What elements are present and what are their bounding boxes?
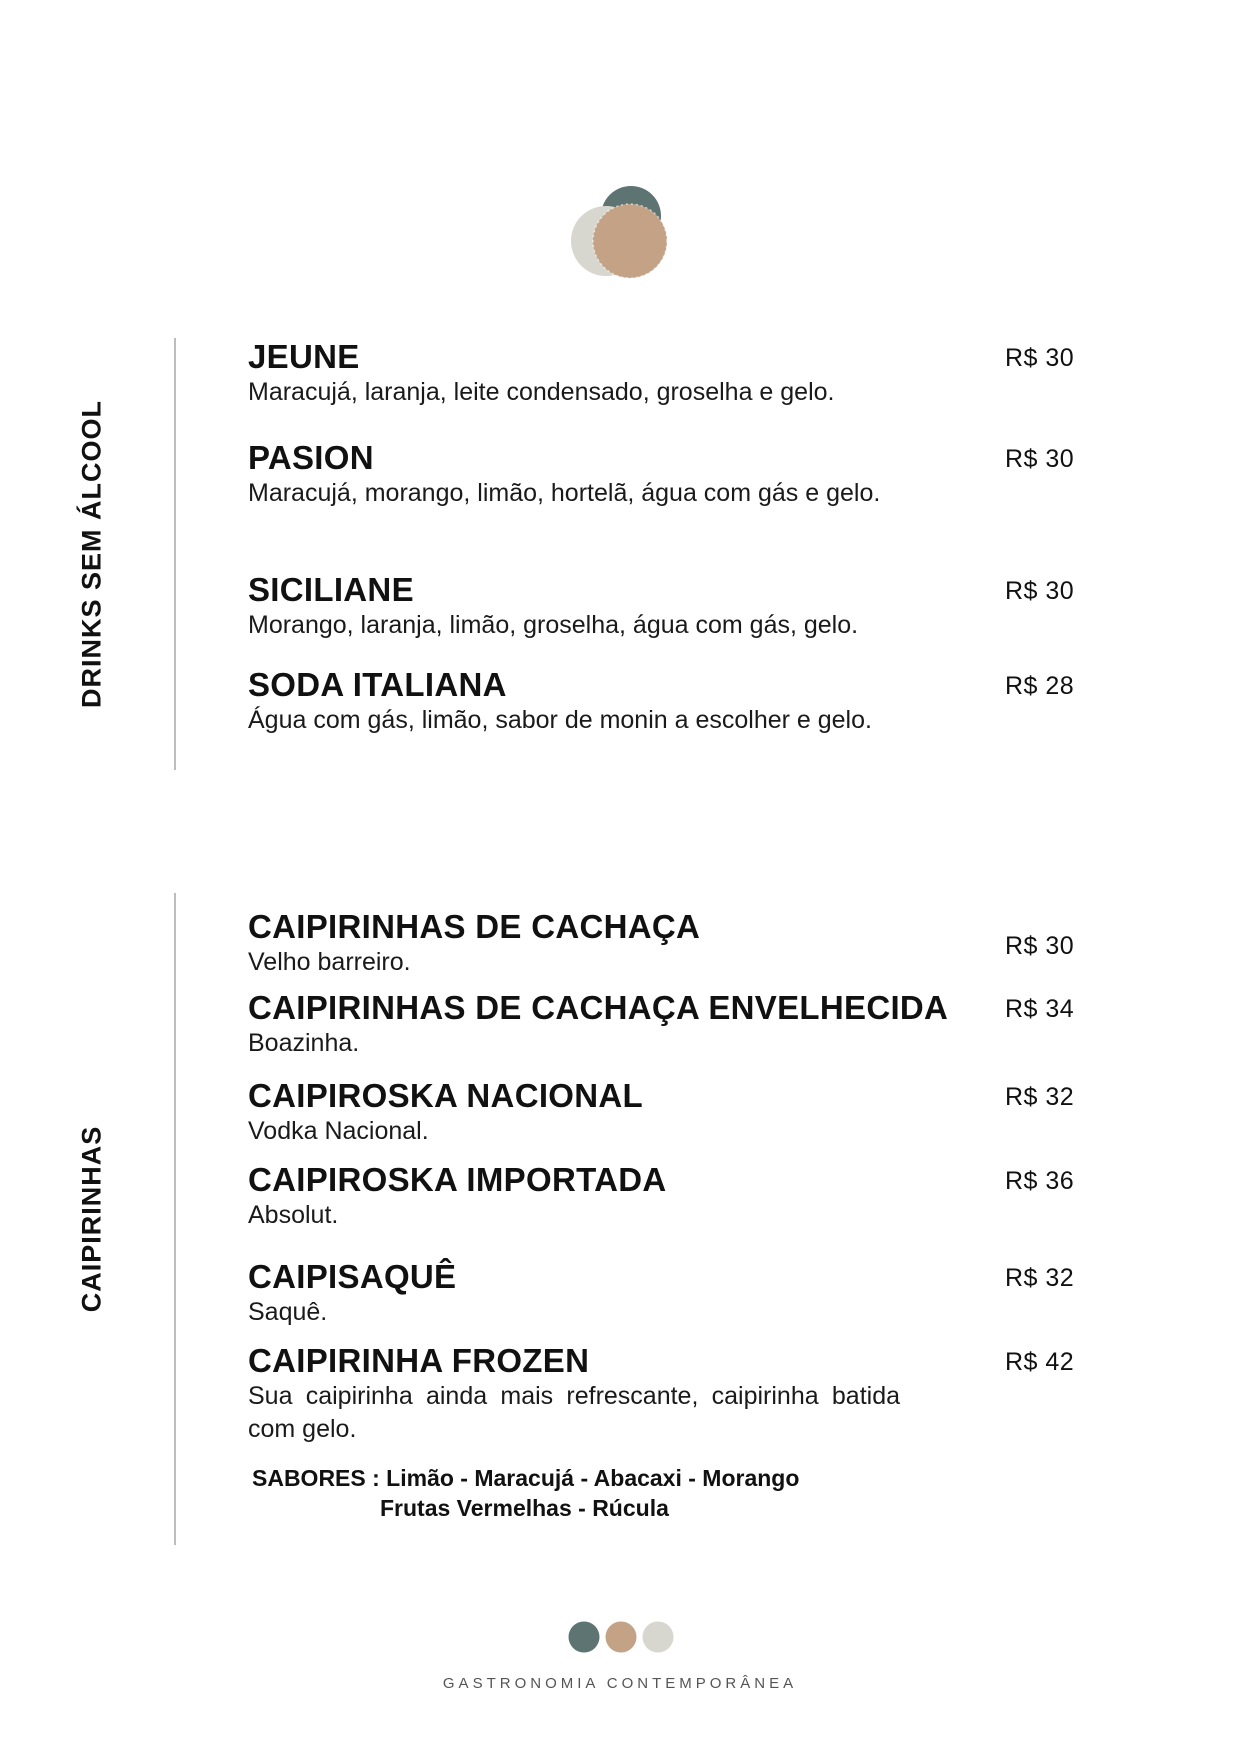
flavors-line-2: Frutas Vermelhas - Rúcula bbox=[380, 1495, 669, 1521]
section-label: CAIPIRINHAS bbox=[76, 1125, 107, 1313]
item-price: R$ 28 bbox=[1005, 672, 1075, 700]
menu-item bbox=[248, 338, 1078, 409]
menu-item bbox=[248, 908, 1078, 979]
item-description: Boazinha. bbox=[248, 1029, 360, 1057]
section-drinks-sem-alcool bbox=[0, 338, 1240, 770]
item-price: R$ 32 bbox=[1005, 1083, 1075, 1111]
item-price: R$ 42 bbox=[1005, 1348, 1075, 1376]
logo-top bbox=[569, 186, 681, 294]
item-description: Saquê. bbox=[248, 1298, 328, 1326]
item-name: CAIPISAQUÊ bbox=[248, 1258, 457, 1295]
item-price: R$ 36 bbox=[1005, 1167, 1075, 1195]
flavors-list bbox=[252, 1463, 799, 1523]
item-description: Água com gás, limão, sabor de monin a escolher e gelo. bbox=[248, 706, 872, 734]
item-description: Maracujá, morango, limão, hortelã, água com gás e gelo. bbox=[248, 479, 881, 507]
item-price: R$ 32 bbox=[1005, 1264, 1075, 1292]
item-name: JEUNE bbox=[248, 338, 360, 375]
item-description: Maracujá, laranja, leite condensado, groselha e gelo. bbox=[248, 378, 835, 406]
section-label: DRINKS SEM ÁLCOOL bbox=[76, 399, 107, 709]
item-price: R$ 30 bbox=[1005, 577, 1075, 605]
footer-tagline: GASTRONOMIA CONTEMPORÂNEA bbox=[442, 1675, 798, 1692]
menu-item bbox=[248, 1161, 1078, 1232]
item-name: CAIPIRINHA FROZEN bbox=[248, 1342, 590, 1379]
item-price: R$ 30 bbox=[1005, 445, 1075, 473]
menu-item bbox=[248, 1077, 1078, 1148]
item-description: Vodka Nacional. bbox=[248, 1117, 429, 1145]
menu-item bbox=[248, 1342, 1078, 1446]
footer-circles-icon bbox=[567, 1620, 675, 1654]
item-name: CAIPIROSKA NACIONAL bbox=[248, 1077, 643, 1114]
menu-item bbox=[248, 666, 1078, 737]
item-price: R$ 30 bbox=[1005, 344, 1075, 372]
section-divider bbox=[174, 338, 176, 770]
menu-item bbox=[248, 571, 1078, 642]
logo-circles-icon bbox=[569, 186, 681, 294]
item-price: R$ 34 bbox=[1005, 995, 1075, 1023]
item-name: CAIPIROSKA IMPORTADA bbox=[248, 1161, 667, 1198]
item-description: Absolut. bbox=[248, 1201, 339, 1229]
item-name: PASION bbox=[248, 439, 374, 476]
item-description: Sua caipirinha ainda mais refrescante, caipirinha batida com gelo. bbox=[248, 1382, 900, 1443]
logo-bottom bbox=[567, 1620, 675, 1654]
item-name: CAIPIRINHAS DE CACHAÇA bbox=[248, 908, 701, 945]
menu-item bbox=[248, 439, 1078, 510]
menu-item bbox=[248, 1258, 1078, 1329]
menu-item bbox=[248, 989, 1078, 1060]
section-divider bbox=[174, 893, 176, 1545]
item-name: SICILIANE bbox=[248, 571, 414, 608]
item-price: R$ 30 bbox=[1005, 932, 1075, 960]
section-caipirinhas bbox=[0, 893, 1240, 1545]
item-name: CAIPIRINHAS DE CACHAÇA ENVELHECIDA bbox=[248, 989, 949, 1026]
item-description: Velho barreiro. bbox=[248, 948, 411, 976]
item-name: SODA ITALIANA bbox=[248, 666, 507, 703]
flavors-line-1: SABORES : Limão - Maracujá - Abacaxi - Morango bbox=[252, 1465, 800, 1491]
item-description: Morango, laranja, limão, groselha, água com gás, gelo. bbox=[248, 611, 859, 639]
